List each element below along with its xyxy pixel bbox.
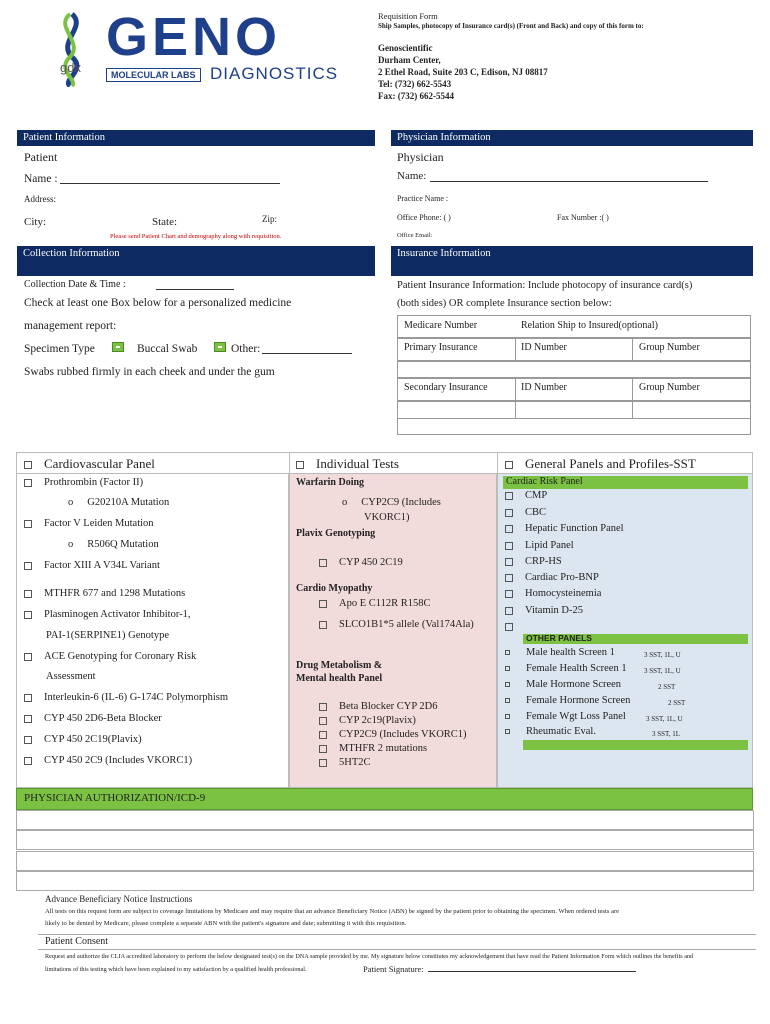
other-panel-item[interactable]: Rheumatic Eval. — [505, 726, 596, 737]
general-item[interactable]: CMP — [505, 490, 547, 501]
logo-gdx: gdx — [60, 60, 81, 75]
collection-date-label: Collection Date & Time : — [24, 279, 126, 290]
address-fax: Fax: (732) 662-5544 — [378, 91, 454, 101]
general-panels-title[interactable]: General Panels and Profiles-SST — [505, 456, 696, 472]
general-item[interactable]: Homocysteinemia — [505, 588, 601, 599]
swabs-instruction: Swabs rubbed firmly in each cheek and under the gum — [24, 366, 275, 378]
general-item-blank[interactable] — [505, 621, 525, 632]
general-column — [497, 452, 753, 788]
cardiac-risk-label: Cardiac Risk Panel — [506, 476, 583, 487]
address-tel: Tel: (732) 662-5543 — [378, 79, 452, 89]
individual-item[interactable]: Apo E C112R R158C — [319, 598, 431, 609]
individual-tests-title[interactable]: Individual Tests — [296, 456, 399, 472]
cardio-sub-item: o R506Q Mutation — [68, 539, 159, 550]
cardio-sub-item: o G20210A Mutation — [68, 497, 170, 508]
logo-diagnostics: DIAGNOSTICS — [210, 64, 339, 83]
physician-auth-label: PHYSICIAN AUTHORIZATION/ICD-9 — [24, 792, 206, 804]
patient-signature-field[interactable] — [428, 960, 636, 972]
specimen-checkbox-1[interactable] — [112, 342, 124, 352]
cardio-item[interactable]: MTHFR 677 and 1298 Mutations — [24, 588, 185, 599]
secondary-group-label: Group Number — [639, 382, 700, 393]
auth-row-2[interactable] — [16, 830, 754, 850]
cardio-item-cont: Assessment — [46, 671, 96, 682]
secondary-insurance-label: Secondary Insurance — [404, 382, 488, 393]
individual-item[interactable]: 5HT2C — [319, 757, 371, 768]
cardio-item[interactable]: Prothrombin (Factor II) — [24, 477, 143, 488]
logo-molecular: MOLECULAR LABS — [106, 68, 201, 82]
general-item[interactable]: CBC — [505, 507, 546, 518]
insurance-info-1: Patient Insurance Information: Include photocopy of insurance card(s) — [397, 280, 693, 291]
insurance-info-bar: Insurance Information — [391, 246, 753, 276]
patient-city-label: City: — [24, 216, 47, 228]
patient-zip-label: Zip: — [262, 214, 277, 224]
dna-icon — [42, 12, 102, 87]
other-panel-note: 3 SST, 1L, U — [644, 667, 681, 675]
general-item[interactable]: Hepatic Function Panel — [505, 523, 624, 534]
patient-name-label: Name : — [24, 173, 58, 185]
other-panels-label: OTHER PANELS — [526, 633, 592, 643]
other-panel-item[interactable]: Female Health Screen 1 — [505, 663, 627, 674]
secondary-id-label: ID Number — [521, 382, 567, 393]
individual-item[interactable]: CYP 2c19(Plavix) — [319, 715, 416, 726]
other-panel-note: 2 SST — [668, 699, 686, 707]
patient-address-label: Address: — [24, 194, 56, 204]
abn-title: Advance Beneficiary Notice Instructions — [45, 894, 193, 904]
physician-name-label: Name: — [397, 170, 427, 182]
cardio-myopathy-heading: Cardio Myopathy — [296, 583, 373, 594]
primary-id-label: ID Number — [521, 342, 567, 353]
logo — [20, 7, 370, 90]
cardio-item[interactable]: CYP 450 2D6-Beta Blocker — [24, 713, 162, 724]
check-instruction-2: management report: — [24, 320, 117, 332]
cardio-panel-checkbox[interactable] — [24, 461, 32, 469]
consent-text-2: limitations of this testing which have been explained to my satisfaction by a qualified health professional. — [45, 966, 307, 973]
abn-text-1: All tests on this request form are subject to coverage limitations by Medicare and may require that an advance Beneficiary Notice (ABN) be signed by the patient prior to obtaining the specimen. When ordered tests are — [45, 908, 620, 915]
physician-info-bar: Physician Information — [391, 130, 753, 146]
cardio-item[interactable]: Plasminogen Activator Inhibitor-1, — [24, 609, 190, 620]
individual-sub-item: o CYP2C9 (Includes — [342, 497, 441, 508]
physician-phone-label: Office Phone: ( ) — [397, 213, 451, 222]
cardio-item[interactable]: Factor V Leiden Mutation — [24, 518, 154, 529]
address-line-1: Genoscientific — [378, 43, 433, 53]
other-panel-item[interactable]: Male health Screen 1 — [505, 647, 615, 658]
cardio-item-cont: PAI-1(SERPINE1) Genotype — [46, 630, 169, 641]
other-panel-item[interactable]: Female Hormone Screen — [505, 695, 630, 706]
req-sub: Ship Samples, photocopy of Insurance card(s) (Front and Back) and copy of this form to: — [378, 22, 644, 30]
specimen-type-label: Specimen Type — [24, 343, 95, 355]
collection-date-field[interactable] — [156, 278, 234, 290]
other-panel-item[interactable]: Female Wgt Loss Panel — [505, 711, 626, 722]
other-panel-note: 3 SST, 1L — [652, 730, 681, 738]
patient-name-field[interactable] — [60, 168, 280, 184]
general-green-strip — [523, 740, 748, 750]
relation-label: Relation Ship to Insured(optional) — [521, 320, 658, 331]
physician-name-field[interactable] — [430, 166, 708, 182]
buccal-swab-checkbox[interactable] — [214, 342, 226, 352]
auth-row-3[interactable] — [16, 851, 754, 871]
drug-metabolism-heading: Drug Metabolism & — [296, 660, 383, 671]
insurance-info-2: (both sides) OR complete Insurance section below: — [397, 298, 612, 309]
auth-row-4[interactable] — [16, 871, 754, 891]
collection-info-bar: Collection Information — [17, 246, 375, 276]
abn-text-2: likely to be denied by Medicare, please complete a separate ABN with the patient's signature and date; submitting it with this requisition. — [45, 920, 407, 927]
consent-underline — [38, 949, 756, 950]
address-line-2: Durham Center, — [378, 55, 441, 65]
physician-practice-label: Practice Name : — [397, 194, 449, 203]
warfarin-heading: Warfarin Doing — [296, 477, 365, 488]
patient-consent-title: Patient Consent — [45, 936, 109, 947]
cardio-item[interactable]: ACE Genotyping for Coronary Risk — [24, 651, 196, 662]
other-panel-note: 3 SST, 1L, U — [644, 651, 681, 659]
primary-group-label: Group Number — [639, 342, 700, 353]
general-item[interactable]: Lipid Panel — [505, 540, 574, 551]
patient-signature-label: Patient Signature: — [363, 964, 424, 974]
auth-row-1[interactable] — [16, 810, 754, 830]
buccal-swab-label: Buccal Swab — [137, 343, 198, 355]
req-title: Requisition Form — [378, 11, 438, 21]
medicare-number-label: Medicare Number — [404, 320, 478, 331]
individual-sub-item-cont: VKORC1) — [364, 512, 410, 523]
general-item[interactable]: Vitamin D-25 — [505, 605, 583, 616]
other-panel-note: 3 SST, 1L, U — [646, 715, 683, 723]
physician-email-label: Office Email: — [397, 232, 433, 239]
plavix-heading: Plavix Genotyping — [296, 528, 376, 539]
individual-tests-checkbox[interactable] — [296, 461, 304, 469]
other-label: Other: — [231, 343, 261, 355]
consent-divider — [38, 934, 756, 935]
primary-insurance-label: Primary Insurance — [404, 342, 478, 353]
cardio-item[interactable]: CYP 450 2C19(Plavix) — [24, 734, 142, 745]
check-instruction-1: Check at least one Box below for a personalized medicine — [24, 297, 292, 309]
patient-state-label: State: — [152, 216, 178, 228]
secondary-insurance-blank[interactable] — [397, 401, 751, 419]
patient-title: Patient — [24, 150, 58, 164]
cardio-panel-title[interactable]: Cardiovascular Panel — [24, 456, 155, 472]
physician-title: Physician — [397, 150, 444, 164]
insurance-blank-row[interactable] — [397, 419, 751, 435]
cardio-item[interactable]: Factor XIII A V34L Variant — [24, 560, 160, 571]
general-item[interactable]: Cardiac Pro-BNP — [505, 572, 599, 583]
cardio-item[interactable]: Interleukin-6 (IL-6) G-174C Polymorphism — [24, 692, 228, 703]
other-field[interactable] — [262, 340, 352, 354]
address-line-3: 2 Ethel Road, Suite 203 C, Edison, NJ 08817 — [378, 67, 548, 77]
general-item[interactable]: CRP-HS — [505, 556, 562, 567]
patient-info-bar: Patient Information — [17, 130, 375, 146]
logo-geno: GENO — [106, 7, 282, 67]
patient-chart-note: Please send Patient Chart and demography along with requisition. — [110, 233, 282, 240]
cardio-item[interactable]: CYP 450 2C9 (Includes VKORC1) — [24, 755, 192, 766]
general-panels-checkbox[interactable] — [505, 461, 513, 469]
individual-item[interactable]: CYP 450 2C19 — [319, 557, 403, 568]
individual-item[interactable]: SLCO1B1*5 allele (Val174Ala) — [319, 619, 474, 630]
physician-fax-label: Fax Number :( ) — [557, 213, 609, 222]
consent-text-1: Request and authorize the CLIA accredited laboratory to perform the below designated test(s) on the DNA sample provided by me. My signature below constitutes my acknowledgement that have read the Patient Information Form which outlines the benefits and — [45, 953, 694, 960]
other-panel-note: 2 SST — [658, 683, 676, 691]
mental-health-heading: Mental health Panel — [296, 673, 383, 684]
other-panel-item[interactable]: Male Hormone Screen — [505, 679, 621, 690]
individual-item[interactable]: Beta Blocker CYP 2D6 — [319, 701, 437, 712]
individual-item[interactable]: CYP2C9 (Includes VKORC1) — [319, 729, 467, 740]
individual-item[interactable]: MTHFR 2 mutations — [319, 743, 427, 754]
